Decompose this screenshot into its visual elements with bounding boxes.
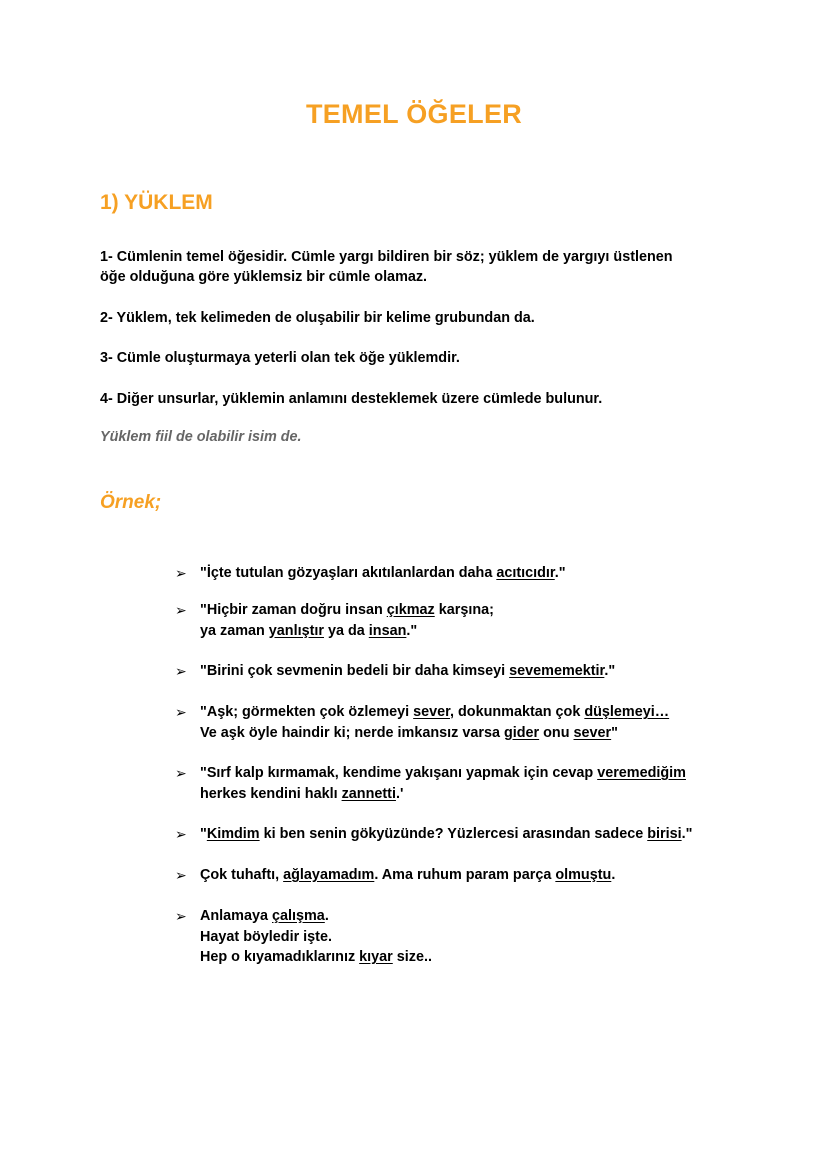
text-run: .: [611, 867, 616, 883]
arrow-bullet-icon: ➢: [175, 867, 187, 883]
example-line: [200, 763, 800, 784]
underlined-predicate: düşlemeyi…: [584, 704, 670, 720]
arrow-bullet-icon: ➢: [175, 704, 187, 720]
arrow-bullet-icon: ➢: [175, 826, 187, 842]
underlined-predicate: gider: [503, 724, 540, 741]
text-run: Ve aşk öyle haindir ki; nerde imkansız varsa: [200, 724, 504, 741]
underlined-predicate: kıyar: [359, 949, 393, 965]
arrow-bullet-icon: ➢: [175, 663, 187, 679]
example-line: [200, 661, 800, 682]
underlined-predicate: yanlıştır: [268, 622, 324, 639]
text-run: Çok tuhaftı,: [200, 867, 284, 883]
example-heading: Örnek;: [100, 492, 162, 513]
text-run: .": [406, 622, 418, 639]
example-text: [200, 824, 800, 845]
text-run: "Aşk; görmekten çok özlemeyi: [200, 704, 414, 720]
underlined-predicate: insan: [368, 622, 407, 639]
text-run: karşına;: [434, 602, 494, 618]
text-run: "Birini çok sevmenin bedeli bir daha kimseyi: [200, 663, 510, 679]
example-text: [200, 563, 800, 584]
text-run: , dokunmaktan çok: [450, 704, 585, 720]
arrow-bullet-icon: ➢: [175, 765, 187, 781]
text-run: .": [604, 663, 616, 679]
arrow-bullet-icon: ➢: [175, 602, 187, 618]
page-title: TEMEL ÖĞELER: [305, 99, 523, 129]
example-line: [200, 865, 800, 886]
example-line: [200, 621, 800, 642]
text-run: .": [681, 826, 693, 842]
text-run: "Hiçbir zaman doğru insan: [200, 602, 387, 618]
underlined-predicate: çalışma: [272, 908, 325, 924]
underlined-predicate: birisi: [647, 826, 682, 842]
text-run: "İçte tutulan gözyaşları akıtılanlardan daha: [200, 565, 497, 581]
example-line: [200, 600, 800, 621]
text-run: ki ben senin gökyüzünde? Yüzlercesi arasından sadece: [259, 826, 648, 842]
paragraph-4: [100, 389, 740, 409]
arrow-bullet-icon: ➢: [175, 908, 187, 924]
section-heading-yuklem: 1) YÜKLEM: [100, 191, 213, 214]
text-run: herkes kendini haklı: [200, 785, 342, 802]
text-run: .: [324, 908, 329, 924]
underlined-predicate: sever: [413, 704, 450, 720]
example-text: [200, 906, 800, 968]
underlined-predicate: sever: [573, 724, 612, 741]
example-line: [200, 723, 800, 744]
paragraph-1: [100, 247, 740, 287]
example-line: [200, 563, 800, 584]
example-line: [200, 824, 800, 845]
paragraph-line: 4- Diğer unsurlar, yüklemin anlamını desteklemek üzere cümlede bulunur.: [100, 391, 603, 407]
paragraph-2: [100, 308, 740, 328]
example-line: [200, 947, 800, 968]
example-line: Hayat böyledir işte.: [200, 928, 332, 945]
text-run: .': [395, 785, 404, 802]
example-line: [200, 906, 800, 927]
underlined-predicate: olmuştu: [555, 867, 612, 883]
text-run: Anlamaya: [200, 908, 272, 924]
underlined-predicate: çıkmaz: [386, 602, 435, 618]
text-run: onu: [539, 724, 574, 741]
example-line: [200, 702, 800, 723]
text-run: ": [611, 724, 618, 741]
arrow-bullet-icon: ➢: [175, 565, 187, 581]
text-run: ya da: [324, 622, 369, 639]
paragraph-line: 1- Cümlenin temel öğesidir. Cümle yargı bildiren bir söz; yüklem de yargıyı üstlenen: [100, 249, 673, 265]
underlined-predicate: veremediğim: [597, 765, 686, 781]
example-text: [200, 661, 800, 682]
underlined-predicate: ağlayamadım: [283, 867, 375, 883]
underlined-predicate: acıtıcıdır: [496, 565, 555, 581]
underlined-predicate: sevememektir: [509, 663, 605, 679]
text-run: ": [200, 826, 207, 842]
text-run: .": [554, 565, 566, 581]
paragraph-3: [100, 348, 740, 368]
paragraph-line: 2- Yüklem, tek kelimeden de oluşabilir bir kelime grubundan da.: [100, 310, 535, 326]
example-text: [200, 702, 800, 743]
text-run: . Ama ruhum param parça: [374, 867, 556, 883]
italic-note: Yüklem fiil de olabilir isim de.: [100, 429, 302, 445]
underlined-predicate: Kimdim: [206, 826, 260, 842]
example-text: [200, 865, 800, 886]
paragraph-line: öğe olduğuna göre yüklemsiz bir cümle olamaz.: [100, 269, 428, 285]
text-run: "Sırf kalp kırmamak, kendime yakışanı yapmak için cevap: [200, 765, 598, 781]
underlined-predicate: zannetti: [341, 785, 396, 802]
example-text: [200, 600, 800, 641]
example-line: [200, 784, 800, 805]
text-run: ya zaman: [200, 622, 269, 639]
example-text: [200, 763, 800, 804]
text-run: size..: [392, 949, 432, 965]
paragraph-line: 3- Cümle oluşturmaya yeterli olan tek öğe yüklemdir.: [100, 350, 460, 366]
text-run: Hep o kıyamadıklarınız: [200, 949, 360, 965]
